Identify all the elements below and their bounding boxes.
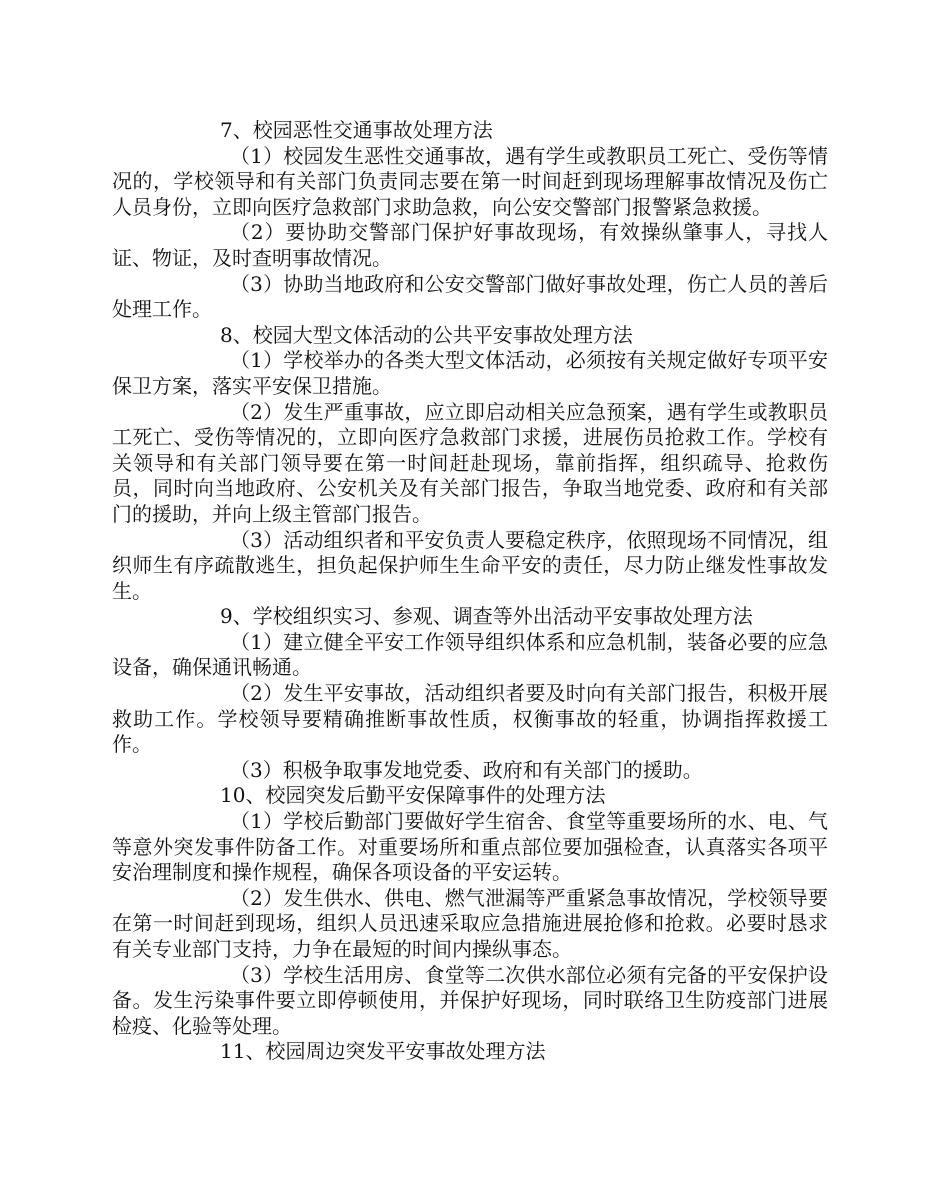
section-heading-11: 11、校园周边突发平安事故处理方法: [220, 1039, 546, 1064]
section-heading-10: 10、校园突发后勤平安保障事件的处理方法: [220, 783, 606, 808]
document-body: [112, 118, 828, 1065]
section-heading-9: 9、学校组织实习、参观、调查等外出活动平安事故处理方法: [220, 604, 753, 629]
paragraph-9-3: （3）积极争取事发地党委、政府和有关部门的援助。: [230, 757, 703, 782]
paragraph-9-2: （2）发生平安事故，活动组织者要及时向有关部门报告，积极开展救助工作。学校领导要精确推断事故性质，权衡事故的轻重，协调指挥救援工作。: [112, 681, 828, 757]
paragraph-10-2: （2）发生供水、供电、燃气泄漏等严重紧急事故情况，学校领导要在第一时间赶到现场，组织人员迅速采取应急措施进展抢修和抢救。必要时恳求有关专业部门支持，力争在最短的时间内操纵事态。: [112, 885, 828, 961]
paragraph-10-1: （1）学校后勤部门要做好学生宿舍、食堂等重要场所的水、电、气等意外突发事件防备工作。对重要场所和重点部位要加强检查，认真落实各项平安治理制度和操作规程，确保各项设备的平安运转。: [112, 809, 828, 885]
paragraph-10-3: （3）学校生活用房、食堂等二次供水部位必须有完备的平安保护设备。发生污染事件要立即停顿使用，并保护好现场，同时联络卫生防疫部门进展检疫、化验等处理。: [112, 962, 828, 1038]
section-heading-7: 7、校园恶性交通事故处理方法: [220, 118, 493, 142]
paragraph-8-3: （3）活动组织者和平安负责人要稳定秩序，依照现场不同情况，组织师生有序疏散逃生，担负起保护师生生命平安的责任，尽力防止继发性事故发生。: [112, 527, 828, 603]
section-heading-8: 8、校园大型文体活动的公共平安事故处理方法: [220, 322, 633, 347]
paragraph-9-1: （1）建立健全平安工作领导组织体系和应急机制，装备必要的应急设备，确保通讯畅通。: [112, 629, 828, 680]
paragraph-7-1: （1）校园发生恶性交通事故，遇有学生或教职员工死亡、受伤等情况的，学校领导和有关部门负责同志要在第一时间赶到现场理解事故情况及伤亡人员身份，立即向医疗急救部门求助急救，向公安交警部门报警紧急救援。: [112, 143, 828, 219]
paragraph-8-1: （1）学校举办的各类大型文体活动，必须按有关规定做好专项平安保卫方案，落实平安保卫措施。: [112, 348, 828, 398]
paragraph-7-3: （3）协助当地政府和公安交警部门做好事故处理，伤亡人员的善后处理工作。: [112, 271, 828, 322]
paragraph-7-2: （2）要协助交警部门保护好事故现场，有效操纵肇事人，寻找人证、物证，及时查明事故情况。: [112, 220, 828, 270]
paragraph-8-2: （2）发生严重事故，应立即启动相关应急预案，遇有学生或教职员工死亡、受伤等情况的，立即向医疗急救部门求援，进展伤员抢救工作。学校有关领导和有关部门领导要在第一时间赶赴现场，靠前指挥，组织疏导、抢救伤员，同时向当地政府、公安机关及有关部门报告，争取当地党委、政府和有关部门的援助，并向上级主管部门报告。: [112, 399, 828, 526]
